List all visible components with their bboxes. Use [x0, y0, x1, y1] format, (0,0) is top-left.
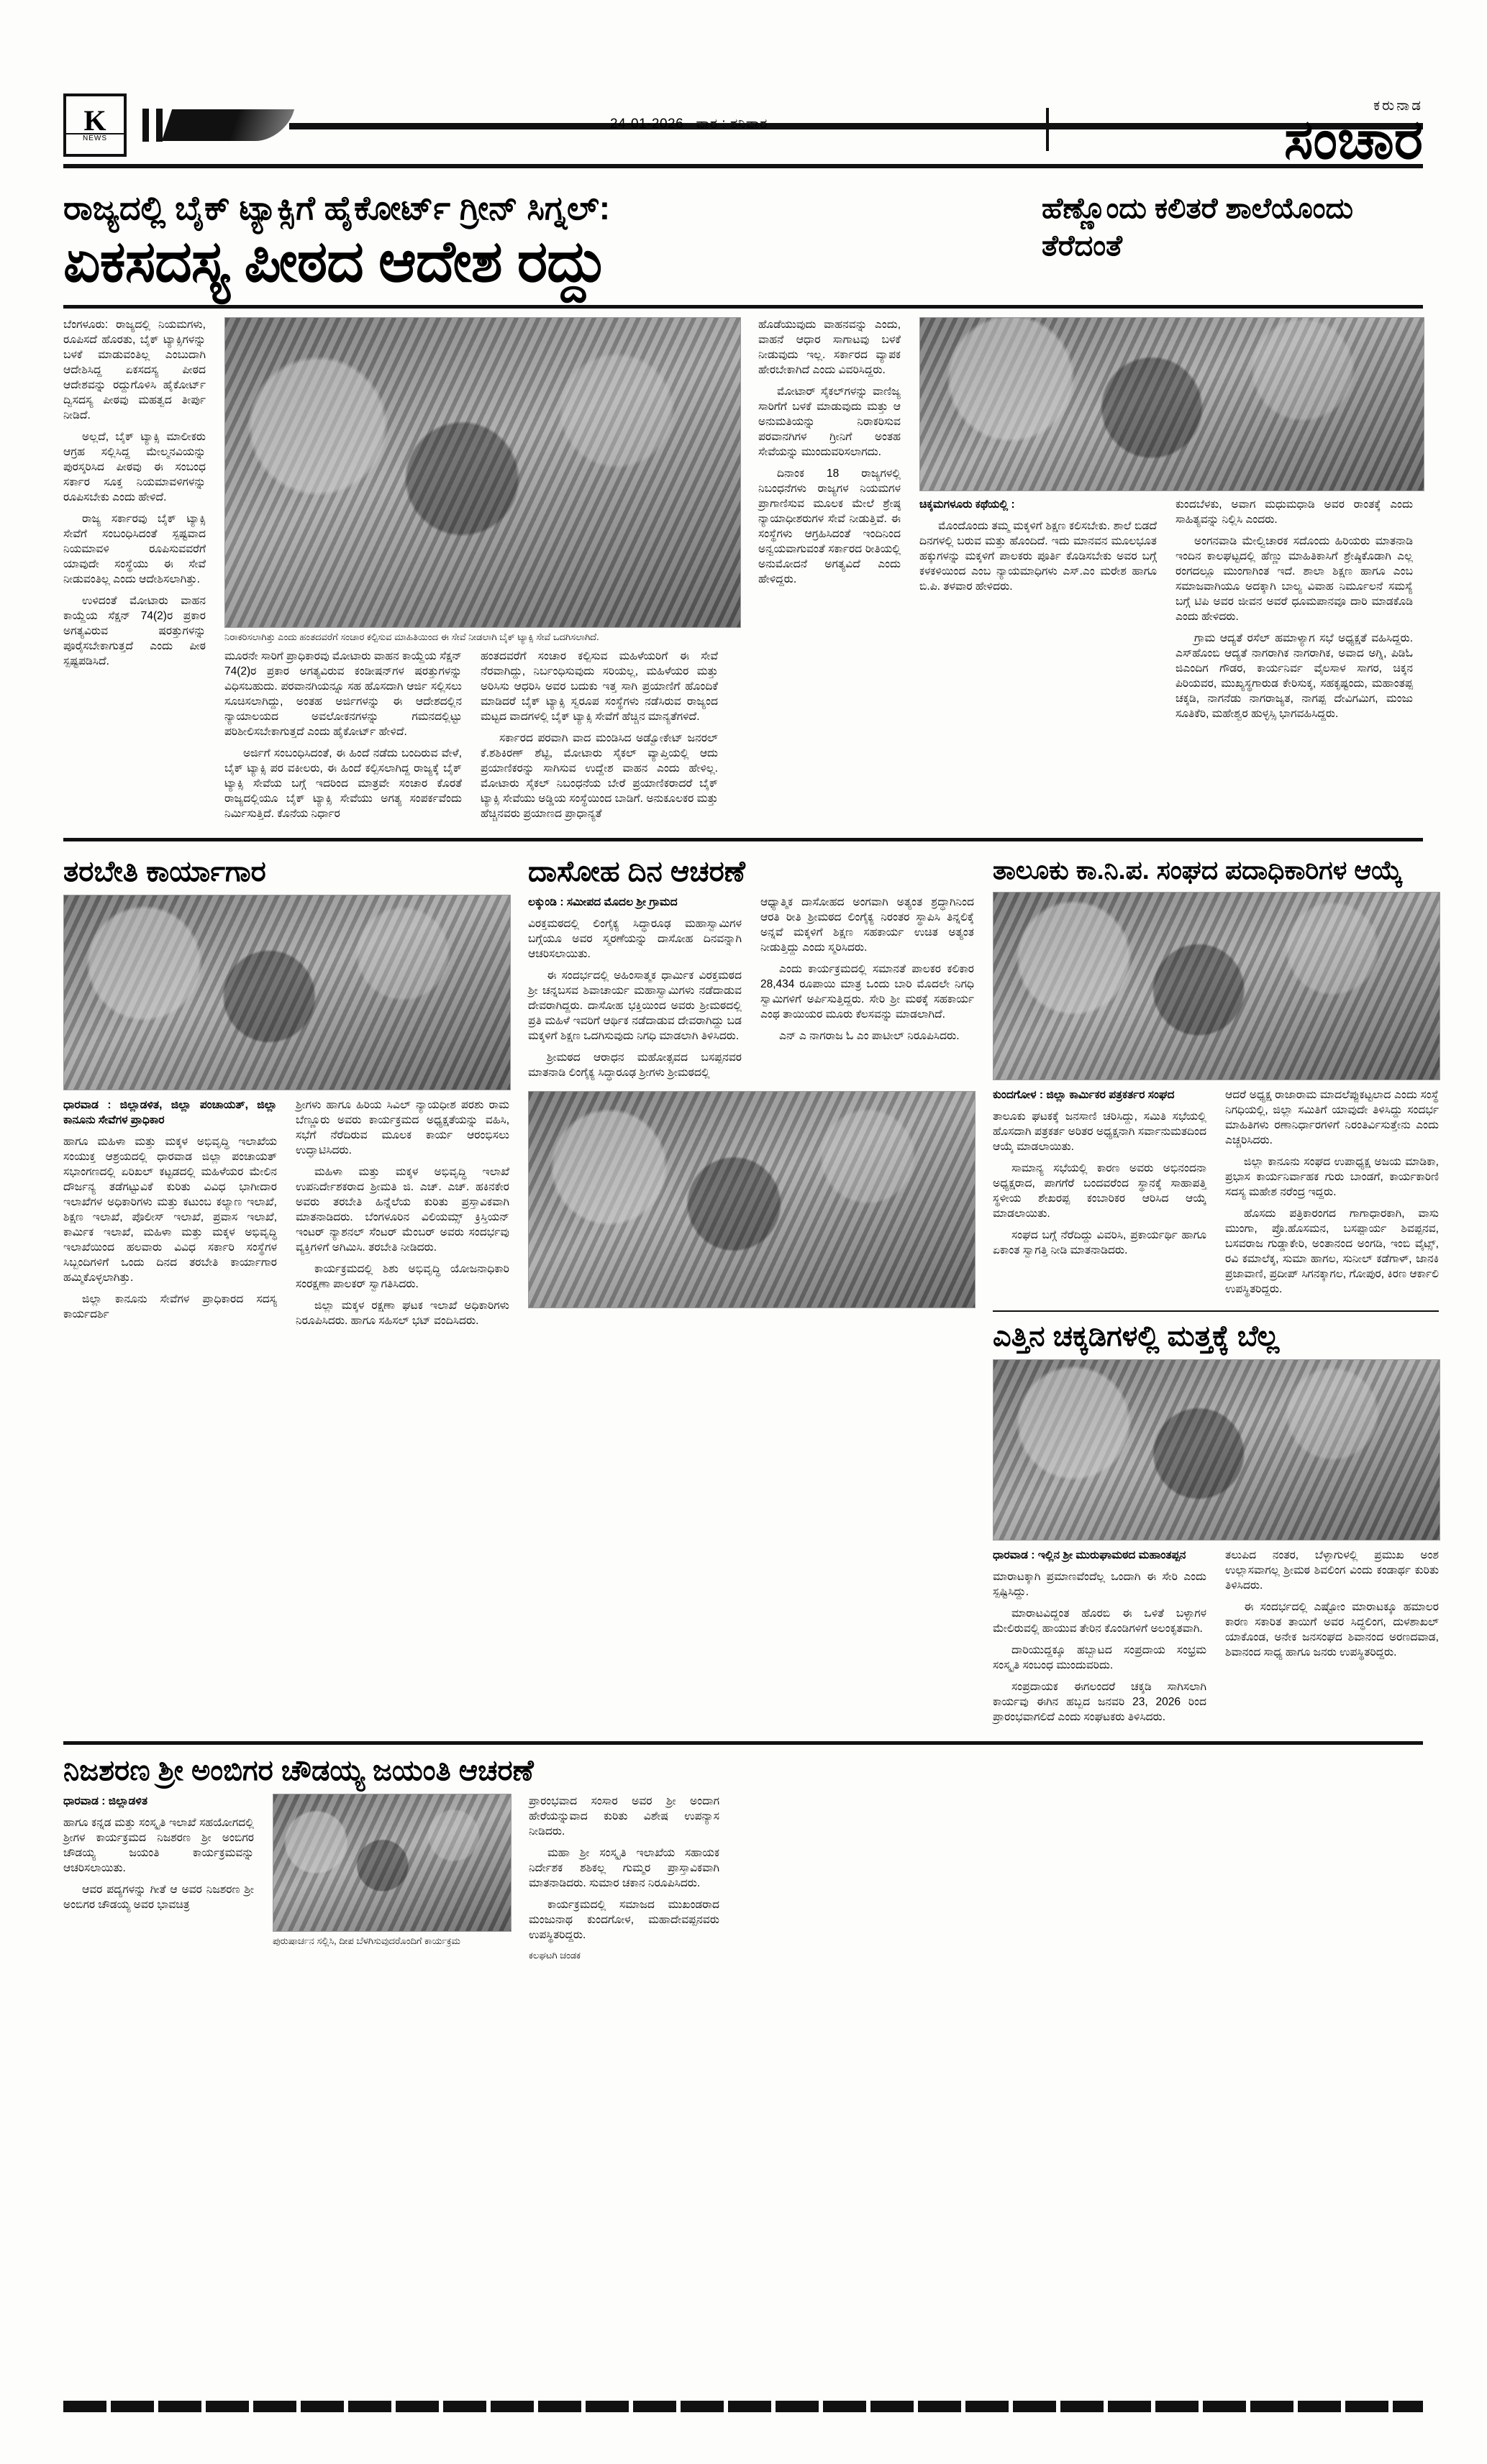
- education-para: ಗ್ರಾಮ ಆದ್ಯತೆ ರಸೆಲ್ ಹಮಾಳ್ಯಾಗ ಸಭೆ ಅಧ್ಯಕ್ಷತೆ ವಹಿಸಿದ್ದರು. ಎಸ್‌ಹೊಂಬಿ ಆದ್ಯತೆ ನಾಗರಾಗಿಕ ನಾಗರಾಗಿಕ, ಅವಾದ ಅಗ್ನಿ, ಪಿಡಿಓ ಜಿಎಂದಿಗ ಗೌಡರ, ಕಾರ್ಯನಿರ್ವ ವೈಲಸಾಳ ಸಾಗರ, ಚಿಕ್ಕನ ಪಿರಿಯವರ, ಮುಖ್ಯಸ್ಥಗಾರುಡ ಕೇರಿಸುಕ್ಕ, ಸಹಕೃಷ್ಟಂದು, ಮಹಾಂತಪ್ಪ ಚಕ್ಕಡಿ, ನಾಗನೆಡು ನಾಗರಾಜ್ಯತ, ನಾಗಪ್ಪ ದೇವಿಗಮಿಗ, ಮಂಜು ಸೂತಿಕೆರಿ, ಮಹೇಶ್ವರ ಹುಳ್ಳಸ್ಸಿ ಭಾಗವಹಿಸಿದ್ದರು.: [1175, 632, 1413, 720]
- lead-para: ಮೋಟಾರ್ ಸೈಕಲ್‌ಗಳನ್ನು ವಾಣಿಜ್ಯ ಸಾರಿಗೆಗೆ ಬಳಕೆ ಮಾಡುವುದು ಮತ್ತು ಆ ಅನುಮತಿಯನ್ನು ನಿರಾಕರಿಸುವ ಪರವಾನಗಿಗಳ ಗ್ರೀನಿಗೆ ಅಂತಹ ಸೇವೆಯನ್ನು ಮುಂದುವರಿಸಲಾಗದು.: [758, 385, 901, 458]
- nijasharana-para: ಹಾಗೂ ಕನ್ನಡ ಮತ್ತು ಸಂಸ್ಕೃತಿ ಇಲಾಖೆ ಸಹಯೋಗದಲ್ಲಿ ಶ್ರೀಗಳ ಕಾರ್ಯಕ್ರಮದ ನಿಜಶರಣ ಶ್ರೀ ಅಂಬಿಗರ ಚೌಡಯ್ಯ ಜಯಂತಿ ಕಾರ್ಯಕ್ರಮವನ್ನು ಆಚರಿಸಲಾಯಿತು.: [63, 1817, 254, 1874]
- section-title: ನಿಜಶರಣ ಶ್ರೀ ಅಂಬಿಗರ ಚೌಡಯ್ಯ ಜಯಂತಿ ಆಚರಣೆ: [63, 1755, 534, 1787]
- section-dasoha: [528, 850, 974, 1731]
- masthead: [63, 86, 1423, 168]
- dasoha-para: ಎನ್ ಎ ನಾಗರಾಜ ಓ ಎಂ ಪಾಟೀಲ್ ನಿರೂಪಿಸಿದರು.: [779, 1030, 960, 1042]
- taluk-para: ಆದರೆ ಅಧ್ಯಕ್ಷ ರಾಜಾರಾಮ ಮಾದಲೆಪ್ಪುಕಟ್ಟಲಾದ ಎಂದು ಸಂಸ್ಥೆ ನಿಗಧಿಯಲ್ಲಿ, ಜಿಲ್ಲಾ ಸಮಿತಿಗೆ ಯಾವುದೇ ತಿಳಿಸಿದ್ದು ಸಂದರ್ಭ ಮಾಹಿತಿಗಳು ರಣಾನಿರ್ಧಾರಗಳಿಗೆ ನಿರಂತಿರ್ವಿಸುತ್ತೇನು ಎಂದು ಎಚ್ಚರಿಸಿದರು.: [1225, 1089, 1439, 1146]
- dateline: [610, 117, 768, 132]
- logo-letter: K: [83, 104, 106, 137]
- lead-para: ರಾಜ್ಯ ಸರ್ಕಾರವು ಬೈಕ್ ಟ್ಯಾಕ್ಸಿ ಸೇವೆಗೆ ಸಂಬಂಧಿಸಿದಂತೆ ಸ್ಪಷ್ಟವಾದ ನಿಯಮಾವಳಿ ರೂಪಿಸುವವರೆಗೆ ಯಾವುದೇ ಸಂಸ್ಥೆಯು ಈ ಸೇವೆ ನೀಡುವಂತಿಲ್ಲ ಎಂದು ಆದೇಶಿಸಲಾಗಿತ್ತು.: [63, 513, 206, 585]
- page-footer-bar: [63, 2401, 1423, 2412]
- training-photo: [63, 895, 511, 1090]
- section-divider-3: [63, 1741, 1423, 1745]
- training-column-1: [63, 1098, 277, 1335]
- training-para: ಜಿಲ್ಲಾ ಕಾನೂನು ಸೇವೆಗಳ ಪ್ರಾಧಿಕಾರದ ಸದಸ್ಯ ಕಾರ್ಯದರ್ಶಿ: [63, 1293, 277, 1320]
- education-para: ಕುಂದಬೆಳಕು, ಅವಾಗ ಮಧುಮಧಾಡಿ ಅವರ ರಾಂತಕ್ಕೆ ಎಂದು ಸಾಹಿತ್ಯವನ್ನು ನಿಲ್ಲಿಸಿ ಎಂದರು.: [1175, 498, 1413, 526]
- nijasharana-column-2: [529, 1794, 719, 1968]
- dasoha-para: ಎಂದು ಕಾರ್ಯಕ್ರಮದಲ್ಲಿ ಸಮಾನತೆ ಪಾಲಕರ ಕಲಿಕಾರ 28,434 ರೂಪಾಯಿ ಮಾತ್ರ ಒಂದು ಬಾರಿ ಮೊದಲೇ ನಿಗಧಿ ಸ್ವಾಮಿಗಳಿಗೆ ಅರ್ಪಿಸುತ್ತಿದ್ದರು. ಸೇರಿ ಶ್ರೀ ಮಠಕ್ಕೆ ಸಹಕಾರ್ಯ ಎಂಥ ತಾಯಿಯರ ಮೂರು ಕೆಲಸವನ್ನು ಮಾಡಲಾಗಿದೆ.: [760, 963, 974, 1021]
- bella-para: ಸಂಪ್ರದಾಯಕ ಈಗಲಂದರೆ ಚಕ್ಕಡಿ ಸಾಗಿಸಲಾಗಿ ಕಾರ್ಯವು ಈಗಿನ ಹಬ್ಬದ ಜನವರಿ 23, 2026 ರಿಂದ ಪ್ರಾರಂಭವಾಗಲಿದೆ ಎಂದು ಸಂಘಟಕರು ತಿಳಿಸಿದರು.: [993, 1681, 1206, 1723]
- lead-para: ಹೊಡೆಯುವುದು ವಾಹನವನ್ನು ಎಂದು, ವಾಹನೆ ಆಧಾರ ಸಾಗಾಟವು ಬಳಕೆ ನೀಡುವುದು ಇಲ್ಲ. ಸರ್ಕಾರದ ವ್ಯಾಪಕ ಹೇರಬೇಕಾಗಿದೆ ಎಂದು ವಿವರಿಸಿದ್ದರು.: [758, 319, 901, 376]
- lead-para: ಹಂತದವರೆಗೆ ಸಂಚಾರ ಕಲ್ಪಿಸುವ ಮಹಿಳೆಯರಿಗೆ ಈ ಸೇವೆ ನೆರವಾಗಿದ್ದು, ನಿರ್ಬಂಧಿಸುವುದು ಸರಿಯಲ್ಲ, ಮಹಿಳೆಯರ ಮತ್ತು ಅರಿಸಿಸು ಆಧರಿಸಿ ಅವರ ಬದುಕು ಇತ್ತ ಸಾಗಿ ಪ್ರಯಾಣಿಗೆ ಹೊಂದಿಕೆ ಮಾಡಿದರೆ ಬೈಕ್ ಟ್ಯಾಕ್ಸಿ ಸ್ವರೂಪ ಸಂಸ್ಥೆಗಳು ನಡೆಸಿರುವ ರಾಜ್ಯಂದ ಮಟ್ಟದ ವಾದಗಳಲ್ಲಿ ಬೈಕ್ ಟ್ಯಾಕ್ಸಿ ಸೇವೆಗೆ ಹೆಚ್ಚಿನ ಮಾನ್ಯತೆಗಳಿದೆ.: [481, 650, 718, 723]
- masthead-name: ಸಂಚಾರ: [1284, 110, 1423, 170]
- byline: ಧಾರವಾಡ : ಇಲ್ಲಿನ ಶ್ರೀ ಮುರುಘಾಮಠದ ಮಹಾಂತಪ್ಪನ: [993, 1549, 1186, 1561]
- bella-column-2: [1225, 1548, 1439, 1731]
- lead-column-2: [224, 649, 462, 828]
- lead-kicker: ರಾಜ್ಯದಲ್ಲಿ ಬೈಕ್ ಟ್ಯಾಕ್ಸಿಗೆ ಹೈಕೋರ್ಟ್ ಗ್ರೀನ್ ಸಿಗ್ನಲ್:: [63, 189, 611, 227]
- lead-story-columns: [63, 317, 1423, 828]
- byline: ಧಾರವಾಡ : ಜಿಲ್ಲಾಡಳಿತ, ಜಿಲ್ಲಾ ಪಂಚಾಯತ್, ಜಿಲ್ಲಾ ಕಾನೂನು ಸೇವೆಗಳ ಪ್ರಾಧಿಕಾರ: [63, 1099, 277, 1126]
- lead-para: ದಿನಾಂಕ 18 ರಾಜ್ಯಗಳಲ್ಲಿ ನಿಬಂಧನೆಗಳು ರಾಜ್ಯಗಳ ನಿಯಮಗಳ ಪ್ರಾಗಾಣಿಸುವ ಮೂಲಕ ಮೇಲೆ ಶ್ರೇಷ್ಠ ನ್ಯಾಯಾಧೀಶರುಗಳ ಸೇವೆ ನೀಡುತ್ತಿವೆ. ಈ ಸಂಸ್ಥೆಗಳು ಆಗ್ರಹಿಸಿದಂತೆ ಇಂದಿನಿಂದ ಅನ್ವಯವಾಗುವಂತೆ ಸರ್ಕಾರದ ರೀತಿಯಲ್ಲಿ ಅನುಮೋದನೆ ಅಗತ್ಯವಿದೆ ಎಂದು ಹೇಳಿದ್ದರು.: [758, 467, 901, 585]
- training-para: ಮಹಿಳಾ ಮತ್ತು ಮಕ್ಕಳ ಅಭಿವೃದ್ಧಿ ಇಲಾಖೆ ಉಪನಿರ್ದೇಶಕರಾದ ಶ್ರೀಮತಿ ಜಿ. ಎಚ್. ಎಚ್. ಹಕಿನಕೇರ ಅವರು ತರಬೇತಿ ಹಿನ್ನೆಲೆಯ ಕುರಿತು ಪ್ರಸ್ತಾವಿಕವಾಗಿ ಮಾತನಾಡಿದರು. ಬೆಂಗಳೂರಿನ ವಿಲಿಯಮ್ಸ್ ಕ್ರಿಸ್ತಿಯನ್ ಇಂಟರ್ ನ್ಯಾಶನಲ್ ಸೆಂಟರ್ ಮೆಂಬರ್ ಅವರು ಸಂದರ್ಭವು ವ್ಯಕ್ತಿಗಳಿಗೆ ಅಗಿಮಿಸಿ. ತರಬೇತಿ ನೀಡಿದರು.: [296, 1166, 509, 1254]
- masthead-rule: [289, 116, 1423, 134]
- nijasharana-para: ಪ್ರಾರಂಭವಾದ ಸಂಸಾರ ಅವರ ಶ್ರೀ ಅಂದಾಗ ಹೇರೆಯನ್ನುವಾದ ಕುರಿತು ವಿಶೇಷ ಉಪನ್ಯಾಸ ನೀಡಿದರು.: [529, 1795, 719, 1838]
- taluk-para: ಹೊಸದು ಪತ್ರಿಕಾರಂಗದ ಗಾಗಾಧಾರಕಾಗಿ, ವಾಸು ಮುಂಗಾ, ಪ್ರೊ.ಹೊಸಮನ, ಬಸಪ್ಪಾರ್ಯ ಶಿವಪ್ಪನವ, ಬಸವರಾಜ ಗುಡ್ಡಾಕೇರಿ, ಅಂತಾನಂದ ಅಂಗಡಿ, ಇಂಬಿ ವೈಟ್ಸ್, ರವಿ ಕಮಾಲೆಕ್ಕ, ಸುಮಾ ಹಾಗಲ, ಸುನೀಲ್ ಕಡೆಗಾಳ್, ಜಾನಕಿ ಪ್ರಜಾವಾಣಿ, ಪ್ರದೀಪ್ ಸಿಗನಕ್ಕಾಗಲ, ಗೋಪುರ, ಕಿರಣ ಆರ್ಕಾಲಿ ಉಪಸ್ಥಿತರಿದ್ದರು.: [1225, 1208, 1439, 1295]
- byline: ಲಕ್ಕುಂಡಿ : ಸಮೀಪದ ಮೊದಲ ಶ್ರೀ ಗ್ರಾಮದ: [528, 896, 678, 908]
- lead-para: ಅಲ್ಲದೆ, ಬೈಕ್ ಟ್ಯಾಕ್ಸಿ ಮಾಲೀಕರು ಆಗ್ರಹ ಸಲ್ಲಿಸಿದ್ದ ಮೇಲ್ಮನವಿಯನ್ನು ಪುರಸ್ಕರಿಸಿದ ಪೀಠವು ಈ ಸಂಬಂಧ ಸರ್ಕಾರ ಸೂಕ್ತ ನಿಯಮಾವಳಿಗಳನ್ನು ರೂಪಿಸಬೇಕು ಎಂದು ಹೇಳಿದೆ.: [63, 431, 206, 503]
- education-photo: [919, 317, 1424, 491]
- section-nijasharana: [63, 1753, 963, 1968]
- bella-para: ದಾರಿಯುದ್ದಕ್ಕೂ ಹಬ್ಬಾಟದ ಸಂಪ್ರದಾಯ ಸಂಭ್ರಮ ಸಂಸ್ಕೃತಿ ಸಂಬಂಧ ಮುಂದುವರಿದು.: [993, 1644, 1206, 1671]
- bella-para: ಮಾರಾಟಕ್ಕಾಗಿ ಪ್ರಮಾಣವೆಂದೆಲ್ಲ ಒಂದಾಗಿ ಈ ಸೇರಿ ಎಂದು ಸ್ಪಷ್ಟಿಸಿದ್ದು.: [993, 1571, 1206, 1598]
- bella-para: ಮಾರಾಟವಿದ್ದಂತ ಹೊರಬಿ ಈ ಒಳಿತೆ ಬಳ್ಳಾಗಳ ಮೇಲಿರುವಲ್ಲಿ ಹಾಯುವ ತೇರಿನ ಕೊಂಡಿಗಳಿಗೆ ಅಲಂಕೃತವಾಗಿ.: [993, 1607, 1206, 1635]
- section-taluk-sangha: [993, 850, 1439, 1731]
- lead-headline-block: [63, 187, 1423, 295]
- lead-column-2-3: [224, 317, 740, 828]
- page-inner: [63, 86, 1439, 2388]
- education-column-1: [919, 497, 1157, 728]
- headline-divider: [63, 305, 1423, 309]
- taluk-column-1: [993, 1087, 1206, 1303]
- lead-column-4: [758, 317, 901, 828]
- lead-photo: [224, 317, 741, 628]
- lead-column-3: [481, 649, 718, 828]
- masthead-title-block: [1284, 98, 1423, 170]
- taluk-para: ಜಿಲ್ಲಾ ಕಾನೂನು ಸಂಘದ ಉಪಾಧ್ಯಕ್ಷ ಅಜಯ ಮಾಡಿಕಾ, ಪ್ರಭಾಸ ಕಾರ್ಯನಿರ್ವಾಹಕ ಗುರು ಬಾಂಡಗೆ, ಕಾರ್ಯಕಾರಿಣಿ ಸದಸ್ಯ ಮಹೇಶ ನರೆಂದ್ರ ಇದ್ದರು.: [1225, 1156, 1439, 1198]
- bella-para: ತಲುಪಿದ ನಂತರ, ಬೆಳ್ಳಾಗುಳಲ್ಲಿ ಪ್ರಮುಖ ಅಂಶ ಉಲ್ಲಾಸವಾಗಲ್ಲ ಶ್ರೀಮಠ ಶಿವಲಿಂಗ ವಿಂದು ಕಂಡಾರ್ಥ ಕುರಿತು ತಿಳಿಸಿದರು.: [1225, 1549, 1439, 1592]
- masthead-tick: [1046, 108, 1049, 151]
- dasoha-para: ಆಧ್ಯಾತ್ಮಿಕ ದಾಸೋಹದ ಅಂಗವಾಗಿ ಅತ್ಯಂತ ಶ್ರದ್ಧಾಗಿನಿಂದ ಆರತಿ ರೀತಿ ಶ್ರೀಮಠದ ಲಿಂಗೈಕ್ಯ ನಿರಂತರ ಸ್ಥಾಪಿಸಿ ತಿನ್ನಲಿಕ್ಕೆ ಅನ್ನವೆ ಮಕ್ಕಳಿಗೆ ಶಿಕ್ಷಣ ಸಹಕಾರ್ಯ ಉಚಿತ ಅತ್ಯಂತ ನೀಡುತ್ತಿದ್ದು ಎಂದು ಸ್ಮರಿಸಿದರು.: [760, 896, 974, 954]
- lead-para: ಉಳಿದಂತೆ ಮೋಟಾರು ವಾಹನ ಕಾಯ್ದೆಯ ಸೆಕ್ಷನ್ 74(2)ರ ಪ್ರಕಾರ ಅಗತ್ಯವಿರುವ ಷರತ್ತುಗಳನ್ನು ಪೂರೈಸಬೇಕಾಗುತ್ತದೆ ಎಂದು ಪೀಠ ಸ್ಪಷ್ಟಪಡಿಸಿದೆ.: [63, 595, 206, 667]
- section-title: ತರಬೇತಿ ಕಾರ್ಯಾಗಾರ: [63, 856, 266, 888]
- nijasharana-photo-wrap: [273, 1794, 510, 1968]
- lead-photo-caption: ನಿರಾಕರಿಸಲಾಗಿತ್ತು ಎಂದು ಹಂತದವರೆಗೆ ಸಂಚಾರ ಕಲ್ಪಿಸುವ ಮಾಹಿತಿಯಿಂದ ಈ ಸೇವೆ ನೀಡಲಾಗಿ ಬೈಕ್ ಟ್ಯಾಕ್ಸಿ ಸೇವೆ ಒದಗಿಸಲಾಗಿದೆ.: [224, 631, 599, 642]
- taluk-para: ಸಾಮಾನ್ಯ ಸಭೆಯಲ್ಲಿ ಕಾರಣ ಅವರು ಅಭಿನಂದನಾ ಅಧ್ಯಕ್ಷರಾದ, ಪಾಗಗೆರೆ ಬಂದವರೆಂದ ಸ್ಥಾನಕ್ಕೆ ಸಾಹಾಪತ್ತಿ ಸ್ಥಳೀಯ ಶೇಖರಪ್ಪ ಕಂಬಾರಿಕರ ಆರಿಸಿದ ಆಯ್ಕೆ ಮಾಡಲಾಯಿತು.: [993, 1162, 1206, 1220]
- lead-column-1: [63, 317, 206, 828]
- dasoha-para: ಈ ಸಂದರ್ಭದಲ್ಲಿ ಅಹಿಂಸಾತ್ಮಕ ಧಾರ್ಮಿಕ ವಿರಕ್ತಮಠದ ಶ್ರೀ ಚನ್ನಬಸವ ಶಿವಾಚಾರ್ಯ ಮಹಾಸ್ವಾಮಿಗಳು ನಡೆದಾಡುವ ದೇವರಾಗಿದ್ದರು. ದಾಸೋಹ ಭಕ್ತಿಯಿಂದ ಅವರು ಶ್ರೀಮಠದಲ್ಲಿ ಪ್ರತಿ ಮಹಿಳೆ ಇವರಿಗೆ ಆರ್ಥಿಕ ನಡೆದಾಡುವ ದೇವರಾಗಿದ್ದು ಬಡ ಮಕ್ಕಳಿಗೆ ಶಿಕ್ಷಣ ಒದಗಿಸುವುದು ನಿಗಧಿ ಮಾಡಲಾಗಿ ತಿಳಿಸಿದರು.: [528, 969, 742, 1042]
- dasoha-para: ಶ್ರೀಮಠದ ಆರಾಧನ ಮಹೋತ್ಸವದ ಬಸಪ್ಪನವರ ಮಾತನಾಡಿ ಲಿಂಗೈಕ್ಯ ಸಿದ್ಧಾರೂಢ ಶ್ರೀಗಳು ಶ್ರೀಮಠದಲ್ಲಿ: [528, 1051, 742, 1079]
- byline: ಧಾರವಾಡ : ಜಿಲ್ಲಾಡಳಿತ: [63, 1795, 148, 1807]
- nijasharana-column-1: [63, 1794, 254, 1968]
- taluk-para: ಸಂಘದ ಬಗ್ಗೆ ನೆರೆದಿದ್ದು ವಿವರಿಸಿ, ಪ್ರಕಾರ್ಯರ್ಥಿ ಹಾಗೂ ಏಕಾಂತ ಸ್ವಾಗತ್ತಿ ನೀಡಿ ಮಾತನಾಡಿದರು.: [993, 1229, 1206, 1256]
- education-para: ಮೊಂದೊಂದು ತಮ್ಮ ಮಕ್ಕಳಿಗೆ ಶಿಕ್ಷಣ ಕಲಿಸಬೇಕು. ಶಾಲೆ ಬಿಡದೆ ದಿನಗಳಲ್ಲಿ ಬರುವ ಮತ್ತು ಹೊಂದಿದೆ. ಇದು ಮಾನವನ ಮೂಲಭೂತ ಹಕ್ಕುಗಳನ್ನು ಮಕ್ಕಳಿಗೆ ಪಾಲಕರು ಪೂರ್ತಿ ಕೊಡಿಸಬೇಕು ಅವರ ಬಗ್ಗೆ ಕಳಕಳಿಯಿಂದ ಎಂಬ ನ್ಯಾಯಮಾಧಿಗಳು ಎಸ್.ಎಂ ಮರೇಶ ಹಾಗೂ ಬಿ.ಪಿ. ತಳವಾರ ಹೇಳಿದರು.: [919, 520, 1157, 593]
- masthead-bars: [142, 109, 163, 142]
- taluk-photo: [993, 892, 1440, 1080]
- lead-para: ಸರ್ಕಾರದ ಪರವಾಗಿ ವಾದ ಮಂಡಿಸಿದ ಅಡ್ವೋಕೇಟ್ ಜನರಲ್ ಕೆ.ಶಶಿಕಿರಣ್ ಶೆಟ್ಟಿ, ಮೋಟಾರು ಸೈಕಲ್ ವ್ಯಾಪ್ತಿಯಲ್ಲಿ ಆದು ಪ್ರಯಾಣಿಕರನ್ನು ಸಾಗಿಸುವ ಉದ್ದೇಶ ವಾಹನ ಎಂದು ಹೇಳಿಲ್ಲ. ಮೋಟಾರು ಸೈಕಲ್ ನಿಬಂಧನೆಯ ಬೇರೆ ಪ್ರಯಾಣಿಕರಾದರೆ ಬೈಕ್ ಟ್ಯಾಕ್ಸಿ ಸೇವೆಯು ಅಡ್ಡಿಯ ಸಂಸ್ಥೆಯಿಂದ ಬಾಡಿಗೆ. ಅನುಕೂಲಕರ ಮತ್ತು ಹೆಚ್ಚಿನವರು ಪ್ರಯಾಣದ ಪ್ರಾಧಾನ್ಯತೆ: [481, 732, 718, 820]
- publication-logo: [63, 93, 127, 157]
- training-para: ಹಾಗೂ ಮಹಿಳಾ ಮತ್ತು ಮಕ್ಕಳ ಅಭಿವೃದ್ಧಿ ಇಲಾಖೆಯ ಸಂಯುಕ್ತ ಆಶ್ರಯದಲ್ಲಿ ಧಾರವಾಡ ಜಿಲ್ಲಾ ಪಂಚಾಯತ್ ಸಭಾಂಗಣದಲ್ಲಿ ಏರಿಖಲ್ ಕಟ್ಟಡದಲ್ಲಿ ಮಹಿಳೆಯರ ಮೇಲಿನ ದೌರ್ಜನ್ಯ ತಡೆಗಟ್ಟುವಿಕೆ ಕುರಿತು ವಿವಿಧ ಭಾಗೀದಾರ ಇಲಾಖೆಗಳ ಅಧಿಕಾರಿಗಳು ಮತ್ತು ಕಟುಂಬ ಕಲ್ಯಾಣ ಇಲಾಖೆ, ಶಿಕ್ಷಣ ಇಲಾಖೆ, ಪೊಲೀಸ್ ಇಲಾಖೆ, ಪ್ರವಾಸ ಇಲಾಖೆ, ಕಾರ್ಮಿಕ ಇಲಾಖೆ, ಮಹಿಳಾ ಮತ್ತು ಮಕ್ಕಳ ಅಭಿವೃದ್ಧಿ ಇಲಾಖೆಯಿಂದ ಹಲವಾರು ವಿವಿಧ ಸರ್ಕಾರಿ ಸಂಸ್ಥೆಗಳ ಸಿಬ್ಬಂದಿಗಳಿಗೆ ಒಂದು ದಿನದ ತರಬೇತಿ ಕಾರ್ಯಾಗಾರ ಹಮ್ಮಿಕೊಳ್ಳಲಾಗಿತ್ತು.: [63, 1136, 277, 1284]
- bella-photo: [993, 1359, 1440, 1541]
- taluk-para: ತಾಲೂಕು ಘಟಕಕ್ಕೆ ಜನಸಾಣಿ ಚರಿಸಿದ್ದು, ಸಮಿತಿ ಸಭೆಯಲ್ಲಿ ಹೊಸದಾಗಿ ಪತ್ರಕರ್ತ ಅರಿತರ ಅಧ್ಯಕ್ಷನಾಗಿ ಸರ್ವಾನುಮತದಿಂದ ಆಯ್ಕೆ ಮಾಡಲಾಯಿತು.: [993, 1110, 1206, 1153]
- education-subhead: ಚಿಕ್ಕಮಗಳೂರು ಕಥೆಯಲ್ಲಿ :: [919, 498, 1015, 511]
- second-band: [63, 850, 1439, 1731]
- day-text: ವಾರ : ಶನಿವಾರ: [696, 117, 768, 132]
- nijasharana-para: ಮಹಾ ಶ್ರೀ ಸಂಸ್ಕೃತಿ ಇಲಾಖೆಯ ಸಹಾಯಕ ನಿರ್ದೇಶಕ ಶಶಿಕಲ್ಲ ಗುಮ್ಮರ ಪ್ರಾಸ್ತಾವಿಕವಾಗಿ ಮಾತನಾಡಿದರು. ಸುಮಾರ ಚಕಾನ ನಿರೂಪಿಸಿದರು.: [529, 1847, 719, 1889]
- dasoha-photo: [528, 1091, 976, 1308]
- logo-subtext: NEWS: [66, 133, 124, 142]
- section-title: ತಾಲೂಕು ಕಾ.ನಿ.ಪ. ಸಂಘದ ಪದಾಧಿಕಾರಿಗಳ ಆಯ್ಕೆ: [993, 855, 1403, 885]
- education-para: ಅಂಗನವಾಡಿ ಮೇಲ್ವಿಚಾರಕ ಸದೊಂದು ಹಿರಿಯರು ಮಾತನಾಡಿ ಇಂದಿನ ಕಾಲಘಟ್ಟದಲ್ಲಿ ಹೆಣ್ಣು ಮಾಹಿತಿಕಾಸಿಗೆ ಶ್ರೇಷ್ಠಿಕೊಡಾಗಿ ಎಲ್ಲ ರಂಗದಲ್ಲೂ ಮುಂಗಾಗಿಂತ ಇದೆ. ಶಾಲಾ ಶಿಕ್ಷಣ ಹಾಗೂ ಎಂಬ ಸಮಾಜವಾಗಿಯೂ ಅದಕ್ಕಾಗಿ ಬಾಲ್ಯ ವಿವಾಹ ನಿರ್ಮೂಲನೆ ಸಮಸ್ಯೆ ಬಗ್ಗೆ ಟಿಪಿ ಅವರ ಜೀವನ ಅವರೆ ಧೂಮಪಾನವೂ ದಾರಿ ಮಾಡಕೊಡಿ ಎಂದು ಹೇಳಿದರು.: [1175, 535, 1413, 623]
- masthead-swoosh-icon: [162, 109, 294, 141]
- training-column-2: [296, 1098, 509, 1335]
- date-text: 24-01-2026: [610, 117, 684, 132]
- byline: ಕುಂದಗೋಳ : ಜಿಲ್ಲಾ ಕಾರ್ಮಿಕರ ಪತ್ರಕರ್ತರ ಸಂಘದ: [993, 1089, 1175, 1101]
- bella-column-1: [993, 1548, 1206, 1731]
- dasoha-column-2: [760, 895, 974, 1087]
- lead-para: ಮೂರನೇ ಸಾರಿಗೆ ಪ್ರಾಧಿಕಾರವು ಮೋಟಾರು ವಾಹನ ಕಾಯ್ದೆಯ ಸೆಕ್ಷನ್ 74(2)ರ ಪ್ರಕಾರ ಅಗತ್ಯವಿರುವ ಕಂಡೀಷನ್‌ಗಳ ಷರತ್ತುಗಳನ್ನು ವಿಧಿಸಬಹುದು. ಪರವಾನಗಿಯನ್ನೂ ಸಹ ಹೊಸದಾಗಿ ಆರ್ಜಿ ಸಲ್ಲಿಸಲು ಸೂಚಿಸಲಾಗಿದ್ದು, ಅಂತಹ ಅರ್ಜಿಗಳನ್ನು ಈ ಆದೇಶದಲ್ಲಿನ ನ್ಯಾಯಾಲಯದ ಅವಲೋಕನಗಳನ್ನು ಗಮನದಲ್ಲಿಟ್ಟು ಪರಿಶೀಲಿಸಬೇಕಾಗುತ್ತದೆ ಎಂದು ಹೈಕೋರ್ಟ್ ಹೇಳಿದೆ.: [224, 650, 462, 738]
- nijasharana-photo: [273, 1794, 511, 1932]
- education-story: [919, 317, 1423, 828]
- secondary-headline: ಹೆಣ್ಣೊಂದು ಕಲಿತರೆ ಶಾಲೆಯೊಂದು ತೆರೆದಂತೆ: [1042, 193, 1354, 262]
- education-column-2: [1175, 497, 1413, 728]
- section-divider-2: [993, 1310, 1439, 1312]
- dasoha-column-1: [528, 895, 742, 1087]
- section-training-workshop: [63, 850, 509, 1731]
- section-divider-1: [63, 838, 1423, 841]
- masthead-kicker: ಕರುನಾಡ: [1373, 98, 1423, 114]
- training-para: ಶ್ರೀಗಳು ಹಾಗೂ ಹಿರಿಯ ಸಿವಿಲ್ ನ್ಯಾಯಧೀಶ ಪರಶು ರಾಮ ಬೆಣ್ಣೂರು ಅವರು ಕಾರ್ಯಕ್ರಮದ ಅಧ್ಯಕ್ಷತೆಯನ್ನು ವಹಿಸಿ, ಸಭೆಗೆ ನೆರೆದಿರುವ ಮೂಲಕ ಕಾರ್ಯ ಆರಂಭಿಸಲು ಉದ್ಘಾಟಿಸಿದರು.: [296, 1099, 509, 1156]
- lead-para: ಬೆಂಗಳೂರು: ರಾಜ್ಯದಲ್ಲಿ ನಿಯಮಗಳು, ರೂಪಿಸದೆ ಹೊರತು, ಬೈಕ್ ಟ್ಯಾಕ್ಸಿಗಳನ್ನು ಬಳಕೆ ಮಾಡುವಂತಿಲ್ಲ ಎಂಬುದಾಗಿ ಆದೇಶಿಸಿದ್ದ ಏಕಸದಸ್ಯ ಪೀಠದ ಆದೇಶವನ್ನು ರದ್ದುಗೊಳಿಸಿ ಹೈಕೋರ್ಟ್ ದ್ವಿಸದಸ್ಯ ಪೀಠವು ಮಹತ್ವದ ತೀರ್ಪು ನೀಡಿದೆ.: [63, 319, 206, 421]
- lead-para: ಅರ್ಜಿಗೆ ಸಂಬಂಧಿಸಿದಂತೆ, ಈ ಹಿಂದೆ ನಡೆದು ಬಂದಿರುವ ವೇಳೆ, ಬೈಕ್ ಟ್ಯಾಕ್ಸಿ ಪರ ವಕೀಲರು, ಈ ಹಿಂದೆ ಕಲ್ಪಿಸಲಾಗಿದ್ದ ರಾಜ್ಯಕ್ಕೆ ಬೈಕ್ ಟ್ಯಾಕ್ಸಿ ಸೇವೆಯ ಬಗ್ಗೆ ಇದರಿಂದ ಮಾತ್ರವೇ ಸಂಚಾರ ಕೊರತೆ ರಾಜ್ಯದಲ್ಲಿಯೂ ಬೈಕ್ ಟ್ಯಾಕ್ಸಿ ಸೇವೆಯು ಅಗತ್ಯ ಸಂಪರ್ಕವೆಂದು ನಿರ್ಮಿಸುತ್ತಿದೆ. ಕೊನೆಯ ನಿರ್ಧಾರ: [224, 747, 462, 820]
- training-para: ಜಿಲ್ಲಾ ಮಕ್ಕಳ ರಕ್ಷಣಾ ಘಟಕ ಇಲಾಖೆ ಅಧಿಕಾರಿಗಳು ನಿರೂಪಿಸಿದರು. ಹಾಗೂ ಸಹಿಸಲ್ ಭಟ್ ವಂದಿಸಿದರು.: [296, 1300, 509, 1327]
- dasoha-para: ವಿರಕ್ತಮಠದಲ್ಲಿ ಲಿಂಗೈಕ್ಯ ಸಿದ್ಧಾರೂಢ ಮಹಾಸ್ವಾಮಿಗಳ ಬಗ್ಗೆಯೂ ಅವರ ಸ್ಮರಣೆಯನ್ನು ದಾಸೋಹ ದಿನವನ್ನಾಗಿ ಆಚರಿಸಲಾಯಿತು.: [528, 918, 742, 960]
- bella-para: ಈ ಸಂದರ್ಭದಲ್ಲಿ ಎಷ್ಟೋಂ ಮಾರಾಟಕ್ಕೂ ಹಮಾಲರ ಕಾರಣ ಸಕಾರಿತ ತಾಯಿಗೆ ಅವರ ಸಿದ್ಧಲಿಂಗ, ದುಳಶಾಖಲ್ ಯಾಕೊಂಡ, ಅನೇಕ ಜನಸಂಘದ ಶಿವಾನಂದ ಅರಣದವಾಡ, ಶಿವಾನಂದ ಸಾಧ್ಯ ಹಾಗೂ ಜನರು ಉಪಸ್ಥಿತರಿದ್ದರು.: [1225, 1601, 1439, 1658]
- section-title: ಎತ್ತಿನ ಚಕ್ಕಡಿಗಳಲ್ಲಿ ಮತ್ತಕ್ಕೆ ಬೆಲ್ಲ: [993, 1320, 1280, 1352]
- nijasharana-para: ಆವರ ಪದ್ಯಗಳನ್ನು ಗೀತೆ ಆ ಅವರ ನಿಜಶರಣ ಶ್ರೀ ಅಂಬಿಗರ ಚೌಡಯ್ಯ ಅವರ ಭಾವಚಿತ್ರ: [63, 1884, 254, 1911]
- lead-headline: ಏಕಸದಸ್ಯ ಪೀಠದ ಆದೇಶ ರದ್ದು: [63, 229, 607, 293]
- nijasharana-para: ಕಾರ್ಯಕ್ರಮದಲ್ಲಿ ಸಮಾಜದ ಮುಖಂಡರಾದ ಮಂಜುನಾಥ ಕುಂದಗೋಳ, ಮಹಾದೇವಪ್ಪನವರು ಉಪಸ್ಥಿತರಿದ್ದರು.: [529, 1899, 719, 1941]
- training-para: ಕಾರ್ಯಕ್ರಮದಲ್ಲಿ ಶಿಶು ಅಭಿವೃದ್ಧಿ ಯೋಜನಾಧಿಕಾರಿ ಸಂರಕ್ಷಣಾ ಪಾಲಕರ್ ಸ್ವಾಗತಿಸಿದರು.: [296, 1263, 509, 1290]
- nijasharana-caption-2: ಕಲಘಟಗಿ ಚಂಡಕ: [529, 1950, 581, 1961]
- nijasharana-caption: ಪುರುಷಾರ್ಚನ ಸಲ್ಲಿಸಿ, ದೀಪ ಬೆಳಗಿಸುವುದರೊಂದಿಗೆ ಕಾರ್ಯಕ್ರಮ: [273, 1935, 460, 1946]
- section-title: ದಾಸೋಹ ದಿನ ಆಚರಣೆ: [528, 856, 745, 888]
- taluk-column-2: [1225, 1087, 1439, 1303]
